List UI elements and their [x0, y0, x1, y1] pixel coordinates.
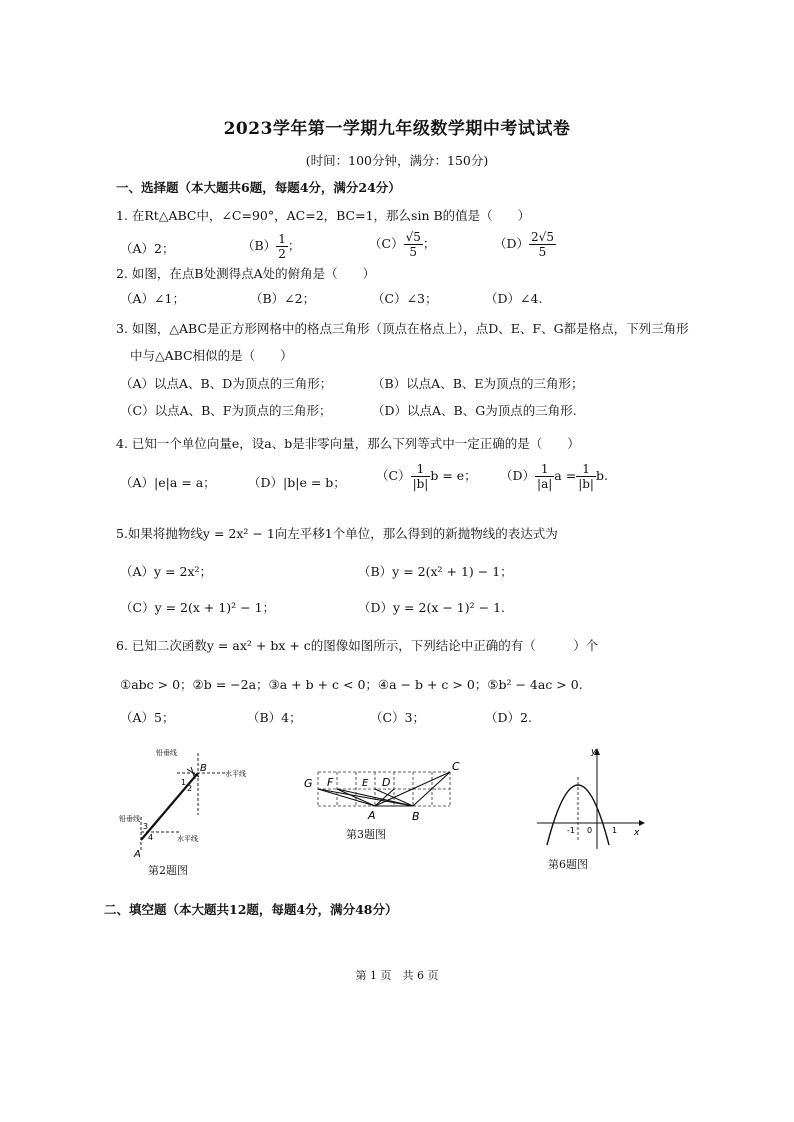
fig3-point-g: G — [304, 777, 313, 790]
q3-option-d: （D）以点A、B、G为顶点的三角形. — [372, 403, 577, 418]
q2-option-b: （B）∠2； — [250, 291, 316, 306]
q4-option-a: （A）|e|a = a； — [120, 475, 216, 490]
fig6-y-axis-label: y — [591, 747, 597, 757]
q5-stem: 5.如果将抛物线y = 2x² − 1向左平移1个单位，那么得到的新抛物线的表达式为 — [116, 526, 558, 541]
fig6-x-axis-label: x — [634, 828, 640, 838]
q3-option-a: （A）以点A、B、D为顶点的三角形； — [120, 376, 333, 391]
q2-option-a: （A）∠1； — [120, 291, 185, 306]
q6-stem: 6. 已知二次函数y = ax² + bx + c的图像如图所示，下列结论中正确的有（ ）个 — [116, 638, 599, 653]
figure-3-caption: 第3题图 — [346, 828, 386, 841]
figure-3-diagram — [300, 758, 470, 826]
q5-option-c: （C）y = 2(x + 1)² − 1； — [120, 600, 276, 615]
fig2-angle-1: 1 — [181, 778, 187, 787]
fig6-tick-neg1: -1 — [567, 826, 575, 835]
q5-option-a: （A）y = 2x²； — [120, 564, 213, 579]
q2-option-d: （D）∠4. — [485, 291, 543, 306]
fig6-tick-1: 1 — [612, 826, 618, 835]
q3-option-c: （C）以点A、B、F为顶点的三角形； — [120, 403, 332, 418]
figure-2-diagram — [115, 745, 255, 860]
q3-stem-line1: 3. 如图，△ABC是正方形网格中的格点三角形（顶点在格点上），点D、E、F、G都是格点，下列三角形 — [116, 321, 689, 336]
q6-option-c: （C）3； — [370, 710, 426, 725]
q3-option-b: （B）以点A、B、E为顶点的三角形； — [372, 376, 584, 391]
fig6-origin: 0 — [587, 826, 593, 835]
q4-stem: 4. 已知一个单位向量e，设a、b是非零向量，那么下列等式中一定正确的是（ ） — [116, 436, 580, 451]
fig3-point-f: F — [327, 776, 334, 789]
fig2-angle-2: 2 — [187, 784, 193, 793]
fig2-angle-3: 3 — [143, 822, 149, 831]
page-footer: 第 1 页 共 6 页 — [355, 969, 439, 982]
q1-option-a: （A）2； — [120, 241, 175, 256]
q6-option-b: （B）4； — [247, 710, 302, 725]
fig3-point-d: D — [382, 776, 391, 789]
q2-option-c: （C）∠3； — [372, 291, 438, 306]
fig2-label-vertical-top: 铅垂线 — [156, 749, 177, 757]
fig2-label-vertical-bottom: 铅垂线 — [119, 815, 140, 823]
q4-option-b: （D）|b|e = b； — [248, 475, 346, 490]
fig3-point-b: B — [412, 810, 420, 823]
q6-option-d: （D）2. — [485, 710, 532, 725]
fig3-point-e: E — [362, 778, 369, 789]
q5-option-d: （D）y = 2(x − 1)² − 1. — [358, 600, 505, 615]
q1-stem: 1. 在Rt△ABC中，∠C=90°，AC=2，BC=1，那么sin B的值是（ ） — [116, 208, 531, 223]
q2-stem: 2. 如图，在点B处测得点A处的俯角是（ ） — [116, 266, 376, 281]
section-1-heading: 一、选择题（本大题共6题，每题4分，满分24分） — [116, 180, 401, 195]
section-2-heading: 二、填空题（本大题共12题，每题4分，满分48分） — [104, 902, 398, 917]
q4-option-c: （C） $\frac{1}{|b|}$ b = e； — [376, 462, 477, 491]
q5-option-b: （B）y = 2(x² + 1) − 1； — [358, 564, 513, 579]
fig2-angle-4: 4 — [148, 833, 154, 842]
q4-option-d: （D） $\frac{1}{|a|}$ a = $\frac{1}{|b|}$ b. — [500, 462, 608, 491]
fig3-point-c: C — [452, 760, 460, 773]
figure-2-caption: 第2题图 — [148, 864, 188, 877]
q6-option-a: （A）5； — [120, 710, 175, 725]
fig2-point-a: A — [134, 849, 141, 860]
exam-info: (时间：100分钟，满分：150分) — [305, 153, 489, 168]
fig2-label-horizontal-bottom: 水平线 — [177, 835, 198, 843]
fig2-point-b: B — [200, 763, 207, 774]
q6-conclusions: ①abc > 0；②b = −2a；③a + b + c < 0；④a − b + c > 0；⑤b² − 4ac > 0. — [120, 677, 583, 692]
page-title: 2023学年第一学期九年级数学期中考试试卷 — [223, 119, 571, 139]
q3-stem-line2: 中与△ABC相似的是（ ） — [130, 348, 293, 363]
figure-6-diagram — [535, 745, 645, 850]
q1-option-b: （B） $\frac{1}{2}$ ； — [242, 232, 301, 261]
fig2-label-horizontal-top: 水平线 — [225, 770, 246, 778]
fig3-point-a: A — [368, 809, 376, 822]
q1-option-c: （C） $\frac{√5}{5}$ ； — [369, 230, 436, 259]
figure-6-caption: 第6题图 — [548, 858, 588, 871]
q1-option-d: （D） $\frac{2√5}{5}$ — [494, 230, 554, 259]
